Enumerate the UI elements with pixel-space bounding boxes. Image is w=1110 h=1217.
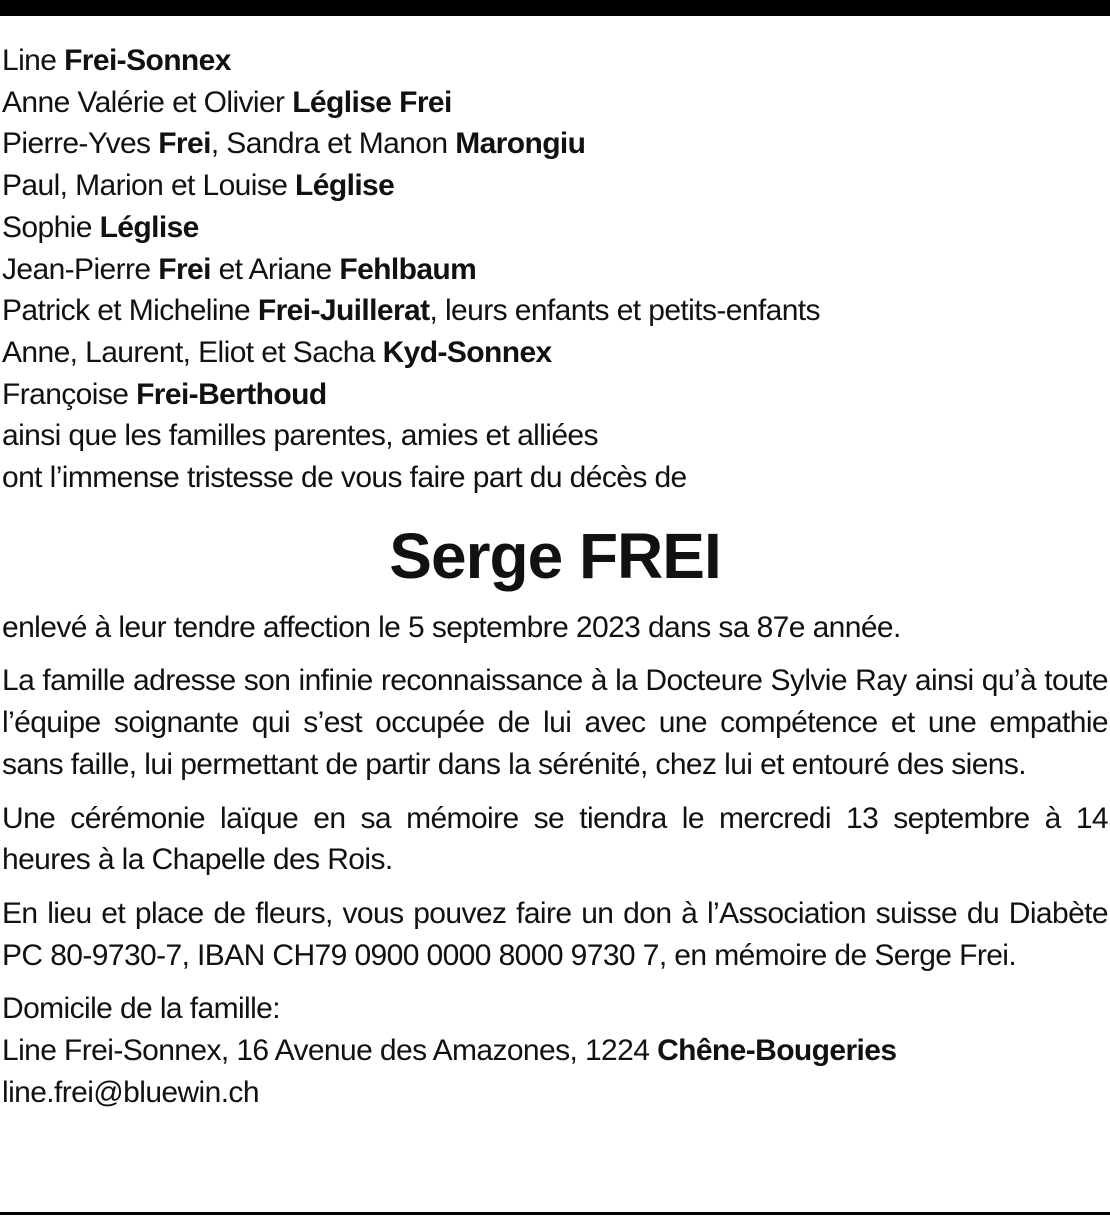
family-text: Jean-Pierre [2, 252, 159, 286]
family-text: Line [2, 44, 65, 77]
domicile-address-city: Chêne-Bougeries [657, 1034, 897, 1068]
family-text: , leurs enfants et petits-enfants [429, 294, 820, 328]
domicile-address [2, 1030, 1108, 1072]
family-text: Françoise [2, 377, 137, 411]
family-line [2, 457, 1108, 499]
family-line [2, 374, 1108, 416]
family-surname: Frei-Juillerat [257, 294, 430, 328]
family-text: Paul, Marion et Louise [2, 169, 296, 203]
family-text: , Sandra et Manon [210, 127, 456, 161]
family-surname: Léglise Frei [292, 85, 452, 119]
donation-paragraph: En lieu et place de fleurs, vous pouvez faire un don à l’Association suisse du Diabète PC 80-9730-7, IBAN CH79 0900 0000 8000 9730 7, en mémoire de Serge Frei. [2, 896, 1108, 972]
obituary-notice [2, 40, 1108, 1113]
family-surname: Léglise [99, 210, 199, 244]
family-text: et Ariane [210, 252, 340, 286]
family-line [2, 415, 1108, 457]
deceased-name: Serge FREI [389, 519, 721, 592]
family-surname: Frei [158, 252, 211, 286]
death-notice-text: enlevé à leur tendre affection le 5 septembre 2023 dans sa 87e année. [2, 610, 901, 644]
family-text: Anne, Laurent, Eliot et Sacha [2, 335, 383, 369]
domicile-label: Domicile de la famille: [2, 992, 280, 1026]
family-surname: Fehlbaum [339, 252, 477, 286]
family-line [2, 249, 1108, 291]
bottom-rule [0, 1212, 1110, 1215]
ceremony-paragraph: Une cérémonie laïque en sa mémoire se tiendra le mercredi 13 septembre à 14 heures à la Chapelle des Rois. [2, 801, 1108, 877]
family-line [2, 332, 1108, 374]
family-text: Sophie [2, 210, 100, 244]
family-line [2, 82, 1108, 124]
family-list [2, 40, 1108, 499]
family-text: Patrick et Micheline [2, 294, 258, 328]
family-surname: Léglise [295, 169, 395, 203]
family-text: Pierre-Yves [2, 127, 159, 161]
family-text: ainsi que les familles parentes, amies et alliées [2, 419, 598, 453]
top-rule [0, 0, 1110, 16]
family-line [2, 207, 1108, 249]
family-surname: Marongiu [455, 127, 586, 161]
gratitude-paragraph: La famille adresse son infinie reconnaissance à la Docteure Sylvie Ray ainsi qu’à toute l’équipe soignante qui s’est occupée de lui avec une compétence et une empathie sans faille, lui permettant de partir dans la sérénité, chez lui et entouré des siens. [2, 664, 1108, 781]
family-text: ont l’immense tristesse de vous faire part du décès de [2, 461, 687, 495]
domicile-address-street: Line Frei-Sonnex, 16 Avenue des Amazones, 1224 [2, 1034, 658, 1068]
family-surname: Kyd-Sonnex [382, 335, 552, 369]
domicile-block [2, 988, 1108, 1113]
family-line [2, 290, 1108, 332]
family-surname: Frei-Sonnex [64, 44, 231, 77]
family-surname: Frei [158, 127, 211, 161]
family-line [2, 123, 1108, 165]
domicile-email: line.frei@bluewin.ch [2, 1075, 259, 1109]
family-surname: Frei-Berthoud [136, 377, 327, 411]
family-line [2, 40, 1108, 82]
family-text: Anne Valérie et Olivier [2, 85, 293, 119]
family-line [2, 165, 1108, 207]
